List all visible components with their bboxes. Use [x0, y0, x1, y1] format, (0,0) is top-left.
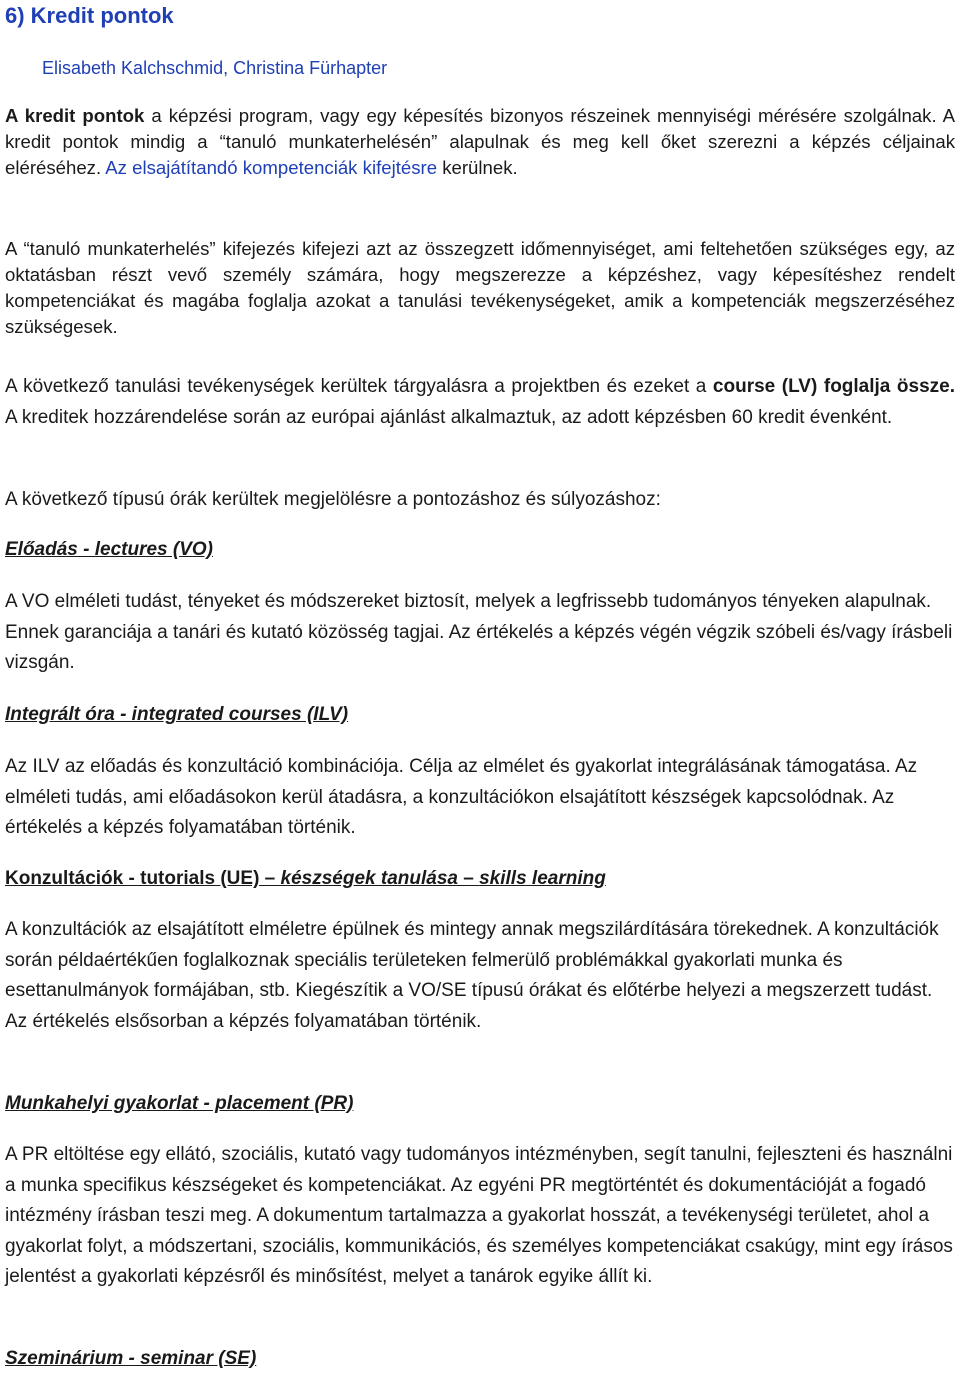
body-integrated-courses: Az ILV az előadás és konzultáció kombinációja. Célja az elmélet és gyakorlat integrálásának támogatása. Az elméleti tudás, ami előadásokon kerül átadásra, a konzultációkon elsajátított készségek kapcsolódnak. Az értékelés a képzés folyamatában történik. — [5, 756, 918, 838]
types-paragraph: A következő típusú órák kerültek megjelölésre a pontozáshoz és súlyozáshoz: — [5, 489, 661, 510]
heading-placement: Munkahelyi gyakorlat - placement (PR) — [5, 1093, 354, 1114]
intro-tail-text: kerülnek. — [437, 157, 518, 178]
heading-seminar: Szeminárium - seminar (SE) — [5, 1348, 257, 1369]
intro-text: a képzési program, vagy egy képesítés bizonyos részeinek mennyiségi mérésére szolgálnak. A kredit pontok mindig a “tanuló munkaterhelésén” alapulnak és meg kell őket szerezni a képzés céljainak eléréséhez. — [5, 105, 955, 178]
body-placement: A PR eltöltése egy ellátó, szociális, kutató vagy tudományos intézményben, segít tanulni, fejleszteni és használni a munka specifikus készségeket és kompetenciákat. Az egyéni PR megtörténtét és dokumentációját a fogadó intézmény írásban teszi meg. A dokumentum tartalmazza a gyakorlat hosszát, a tevékenységi területet, ahol a gyakorlat folyt, a módszertani, szociális, kommunikációs, és személyes kompetenciákat csakúgy, mint egy írásos jelentést a gyakorlati képzésről és minősítést, melyet a tanárok egyike állít ki. — [5, 1144, 953, 1287]
heading-tutorials-part-b: készségek tanulása — [280, 868, 458, 889]
course-paragraph — [5, 371, 955, 433]
heading-tutorials-sep-1: – — [259, 868, 281, 889]
intro-paragraph — [5, 103, 955, 181]
authors-line: Elisabeth Kalchschmid, Christina Fürhapter — [42, 58, 388, 78]
course-text-a: A következő tanulási tevékenységek kerültek tárgyalásra a projektben és ezeket a — [5, 376, 713, 397]
course-text-c: A kreditek hozzárendelése során az európai ajánlást alkalmaztuk, az adott képzésben 60 kredit évenként. — [5, 407, 893, 428]
heading-tutorials — [5, 865, 606, 893]
workload-paragraph: A “tanuló munkaterhelés” kifejezés kifejezi azt az összegzett időmennyiséget, ami feltehetően szükséges egy, az oktatásban részt vevő személy számára, hogy megszerezze a képzéshez, vagy képesítéshez rendelt kompetenciákat és magába foglalja azokat a tanulási tevékenységeket, amik a kompetenciák megszerzéséhez szükségesek. — [5, 238, 955, 337]
body-lectures: A VO elméleti tudást, tényeket és módszereket biztosít, melyek a legfrissebb tudományos tényeken alapulnak. Ennek garanciája a tanári és kutató közösség tagjai. Az értékelés a képzés végén végzik szóbeli és/vagy írásbeli vizsgán. — [5, 591, 953, 673]
intro-bold-term: A kredit pontok — [5, 105, 145, 126]
heading-tutorials-sep-2: – — [457, 868, 480, 889]
section-title: 6) Kredit pontok — [5, 3, 174, 28]
body-tutorials: A konzultációk az elsajátított elméletre épülnek és mintegy annak megszilárdítására törekednek. A konzultációk során példaértékűen foglalkoznak speciális területeken felmerülő problémákkal gyakorlati munka és esettanulmányok formájában, stb. Kiegészítik a VO/SE típusú órákat és előtérbe helyezi a megszerzett tudást. Az értékelés elsősorban a képzés folyamatában történik. — [5, 919, 939, 1032]
intro-blue-text: Az elsajátítandó kompetenciák kifejtésre — [105, 157, 438, 178]
course-text-b: foglalja össze. — [817, 376, 956, 397]
heading-tutorials-part-a: Konzultációk - tutorials (UE) — [5, 868, 260, 889]
heading-lectures: Előadás - lectures (VO) — [5, 539, 214, 560]
course-bold-term: course (LV) — [712, 376, 818, 397]
heading-integrated-courses: Integrált óra - integrated courses (ILV) — [5, 704, 349, 725]
heading-tutorials-part-c: skills learning — [479, 868, 606, 889]
